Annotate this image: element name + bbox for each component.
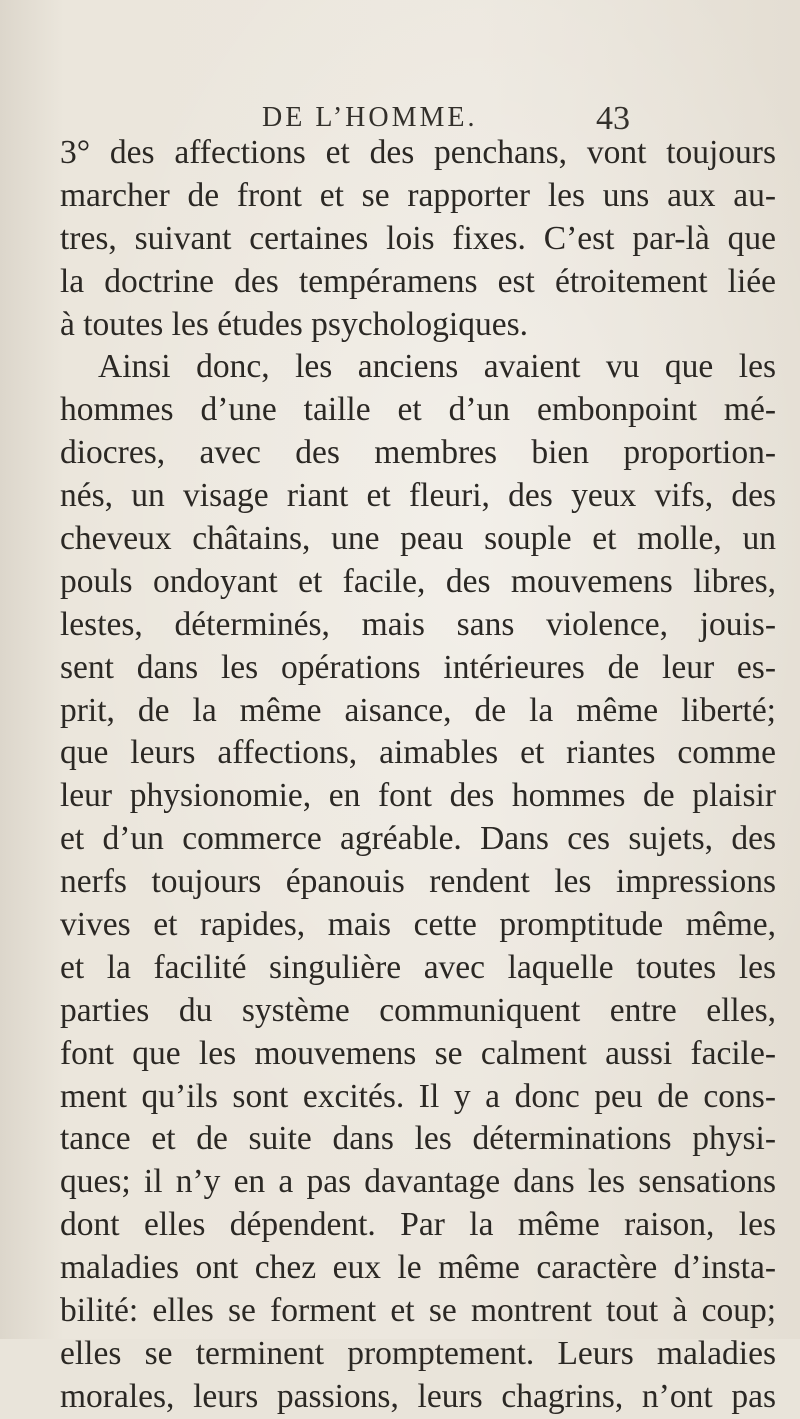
text-line: dont elles dépendent. Par la même raison, les xyxy=(60,1206,776,1244)
text-line: elles se terminent promptement. Leurs maladies xyxy=(60,1334,776,1372)
text-line: morales, leurs passions, leurs chagrins, n’ont pas xyxy=(60,1377,776,1415)
text-line: maladies ont chez eux le même caractère d’insta- xyxy=(60,1249,776,1287)
text-line: nerfs toujours épanouis rendent les impressions xyxy=(60,863,776,901)
text-line: Ainsi donc, les anciens avaient vu que les xyxy=(98,348,776,386)
body-text xyxy=(60,132,776,1419)
text-line: parties du système communiquent entre elles, xyxy=(60,991,776,1029)
text-line: à toutes les études psychologiques. xyxy=(60,305,528,343)
text-line: nés, un visage riant et fleuri, des yeux vifs, des xyxy=(60,477,776,515)
text-line: ment qu’ils sont excités. Il y a donc peu de cons- xyxy=(60,1077,776,1115)
text-line: ques; il n’y en a pas davantage dans les sensations xyxy=(60,1163,776,1201)
text-line: et la facilité singulière avec laquelle toutes les xyxy=(60,948,776,986)
text-line: prit, de la même aisance, de la même liberté; xyxy=(60,691,776,729)
running-head: DE L’HOMME. xyxy=(262,102,478,133)
text-line: marcher de front et se rapporter les uns aux au- xyxy=(60,176,776,214)
text-line: 3° des affections et des penchans, vont toujours xyxy=(60,134,776,171)
text-line: bilité: elles se forment et se montrent tout à coup; xyxy=(60,1292,776,1330)
text-line: hommes d’une taille et d’un embonpoint mé- xyxy=(60,391,776,429)
text-line: cheveux châtains, une peau souple et molle, un xyxy=(60,520,776,558)
text-line: lestes, déterminés, mais sans violence, jouis- xyxy=(60,605,776,643)
text-line: tres, suivant certaines lois fixes. C’est par-là que xyxy=(60,219,776,257)
text-line: vives et rapides, mais cette promptitude même, xyxy=(60,906,776,944)
text-line: font que les mouvemens se calment aussi facile- xyxy=(60,1034,776,1072)
page-number: 43 xyxy=(596,100,630,137)
text-line: tance et de suite dans les déterminations physi- xyxy=(60,1120,776,1158)
text-line: la doctrine des tempéramens est étroitement liée xyxy=(60,262,776,300)
text-line: diocres, avec des membres bien proportion- xyxy=(60,434,776,472)
text-line: sent dans les opérations intérieures de leur es- xyxy=(60,648,776,686)
text-line: et d’un commerce agréable. Dans ces sujets, des xyxy=(60,820,776,858)
text-line: leur physionomie, en font des hommes de plaisir xyxy=(60,777,776,815)
text-line: que leurs affections, aimables et riantes comme xyxy=(60,734,776,772)
text-line: pouls ondoyant et facile, des mouvemens libres, xyxy=(60,562,776,600)
